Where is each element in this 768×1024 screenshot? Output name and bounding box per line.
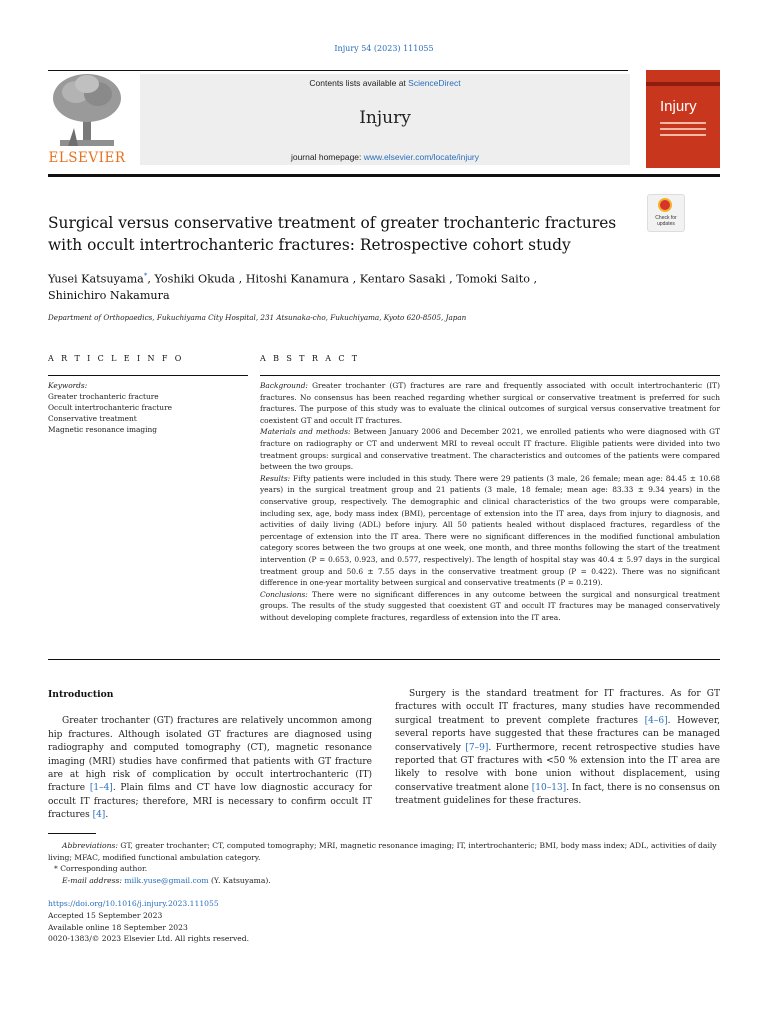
article-info-rule bbox=[48, 375, 248, 376]
homepage-line: journal homepage: www.elsevier.com/locate/injury bbox=[290, 152, 480, 162]
abstract-conclusions: Conclusions: There were no significant differences in any outcome between the surgical and nonsurgical treatment groups. The results of the study suggested that coexistent GT and occult IT fractures may be managed conservatively without developing complete fractures, regardless of extension into the IT area. bbox=[260, 589, 720, 622]
cover-band bbox=[646, 82, 720, 86]
copyright-line: 0020-1383/© 2023 Elsevier Ltd. All rights reserved. bbox=[48, 934, 250, 944]
reference-link[interactable]: [7–9] bbox=[465, 742, 489, 753]
check-updates-text: Check for updates bbox=[655, 215, 677, 227]
publication-info bbox=[48, 898, 448, 945]
journal-citation[interactable]: Injury 54 (2023) 111055 bbox=[334, 44, 434, 53]
corresponding-author-mark[interactable]: * bbox=[143, 272, 148, 280]
introduction-heading: Introduction bbox=[48, 689, 114, 700]
journal-name: Injury bbox=[359, 108, 411, 128]
reference-link[interactable]: [4–6] bbox=[644, 715, 668, 726]
email-footnote: E-mail address: milk.yuse@gmail.com (Y. Katsuyama). bbox=[62, 875, 271, 885]
reference-link[interactable]: [1–4] bbox=[89, 783, 113, 794]
intro-paragraph: Greater trochanter (GT) fractures are relatively uncommon among hip fractures. Although isolated GT fractures are diagnosed using radiography and computed tomography (CT), magnetic resonance imaging (MRI) studies have confirmed that patients with GT fracture are at high risk of complication by occult intertrochanteric (IT) fracture [1–4]. Plain films and CT have low diagnostic accuracy for occult IT fractures; therefore, MRI is necessary to confirm occult IT fractures [4]. bbox=[48, 716, 372, 821]
author-name-last: Shinichiro Nakamura bbox=[48, 288, 170, 302]
keyword-item: Greater trochanteric fracture bbox=[48, 392, 159, 401]
abstract-results: Results: Fifty patients were included in this study. There were 29 patients (3 male, 26 female; mean age: 84.45 ± 10.68 years) in the surgical treatment group and 21 patients (3 male, 18 female; mean age: 83.33 ± 9.34 years) in the conservative group, respectively. The demographic and clinical characteristics of the two groups were comparable, including sex, age, body mass index (BMI), percentage of extension into the IT area, days from injury to diagnosis, and activities of daily living (ADL) before injury. All 50 patients healed without displaced fractures, regardless of the percentage of extension into the IT area. There were no significant differences in the modified functional ambulation category scores between the two groups at one week, one month, and three months following the start of the treatment intervention (P = 0.653, 0.923, and 0.577, respectively). The length of hospital stay was 40.4 ± 5.97 days in the surgical treatment group and 50.6 ± 7.55 days in the conservative treatment group (P = 0.422). There was no significant difference in one-year mortality between surgical and conservative treatments (P = 0.219). bbox=[260, 473, 720, 588]
abstract-body bbox=[260, 380, 720, 623]
author-list bbox=[48, 268, 648, 304]
author-name: Yusei Katsuyama bbox=[48, 272, 144, 286]
cover-decoration bbox=[660, 122, 706, 124]
footnotes bbox=[48, 840, 720, 886]
body-column-right bbox=[395, 688, 720, 809]
author-names: , Yoshiki Okuda , Hitoshi Kanamura , Kentaro Sasaki , Tomoki Saito , bbox=[147, 272, 538, 286]
abstract-rule bbox=[260, 375, 720, 376]
abbreviations-footnote: Abbreviations: GT, greater trochanter; CT, computed tomography; MRI, magnetic resonance imaging; IT, intertrochanteric; BMI, body mass index; ADL, activities of daily living; MFAC, modified functional ambulation category. bbox=[48, 841, 717, 862]
contents-line: Contents lists available at ScienceDirect bbox=[309, 78, 461, 88]
elsevier-tree-logo bbox=[48, 70, 126, 168]
masthead-bottom-rule bbox=[48, 174, 720, 177]
abstract-background: Background: Greater trochanter (GT) fractures are rare and frequently associated with occult intertrochanteric (IT) fractures. No consensus has been reached regarding whether surgical or conservative treatment is preferred for such fractures. The purpose of this study was to evaluate the clinical outcomes of surgical versus conservative treatment for coexistent GT and occult IT fractures. bbox=[260, 381, 720, 425]
reference-link[interactable]: [4] bbox=[92, 810, 106, 821]
available-online-date: Available online 18 September 2023 bbox=[48, 922, 188, 932]
check-for-updates-badge[interactable] bbox=[647, 194, 685, 232]
cover-title: Injury bbox=[660, 98, 697, 115]
keyword-item: Magnetic resonance imaging bbox=[48, 425, 157, 434]
keyword-item: Occult intertrochanteric fracture bbox=[48, 403, 172, 412]
abstract-methods: Materials and methods: Between January 2006 and December 2021, we enrolled patients who were diagnosed with GT fracture on radiography or CT and underwent MRI to reveal occult IT fracture. Eligible patients were divided into two treatment groups: surgical and conservative treatment. The characteristics and outcomes of the patients were compared between the two groups. bbox=[260, 427, 720, 472]
article-title-line-2: with occult intertrochanteric fractures: Retrospective cohort study bbox=[48, 236, 571, 254]
doi-link[interactable]: https://doi.org/10.1016/j.injury.2023.111055 bbox=[48, 899, 219, 908]
affiliation: Department of Orthopaedics, Fukuchiyama City Hospital, 231 Atsunaka-cho, Fukuchiyama, Kyoto 620-8505, Japan bbox=[48, 313, 467, 322]
elsevier-wordmark: ELSEVIER bbox=[48, 150, 126, 166]
keywords-label: Keywords: bbox=[48, 381, 88, 390]
masthead bbox=[48, 70, 720, 173]
corresponding-author-footnote: * Corresponding author. bbox=[54, 864, 148, 874]
author-email-link[interactable]: milk.yuse@gmail.com bbox=[124, 875, 209, 885]
journal-banner bbox=[140, 74, 630, 165]
footnote-rule bbox=[48, 833, 96, 834]
journal-cover-thumbnail[interactable] bbox=[646, 70, 720, 168]
article-title-line-1: Surgical versus conservative treatment of greater trochanteric fractures bbox=[48, 214, 617, 232]
article-info-heading: A R T I C L E I N F O bbox=[48, 354, 184, 363]
article-title bbox=[48, 212, 628, 256]
reference-link[interactable]: [10–13] bbox=[531, 782, 567, 793]
body-column-left bbox=[48, 688, 372, 823]
surgery-paragraph: Surgery is the standard treatment for IT fractures. As for GT fractures with occult IT fractures, many studies have recommended surgical treatment to prevent complete fractures [4–6]. However, several reports have suggested that these fractures can be managed conservatively [7–9]. Furthermore, recent retrospective studies have reported that GT fractures with <50 % extension into the IT area are likely to resolve with bone union without displacement, using conservative treatment alone [10–13]. In fact, there is no consensus on treatment guidelines for these fractures. bbox=[395, 689, 720, 807]
keywords-block bbox=[48, 380, 248, 435]
keyword-item: Conservative treatment bbox=[48, 414, 137, 423]
sciencedirect-link[interactable]: ScienceDirect bbox=[408, 78, 461, 88]
journal-homepage-link[interactable]: www.elsevier.com/locate/injury bbox=[363, 152, 480, 162]
bookmark-icon bbox=[658, 198, 672, 212]
abstract-heading: A B S T R A C T bbox=[260, 354, 360, 363]
accepted-date: Accepted 15 September 2023 bbox=[48, 910, 163, 920]
abstract-bottom-rule bbox=[48, 659, 720, 660]
